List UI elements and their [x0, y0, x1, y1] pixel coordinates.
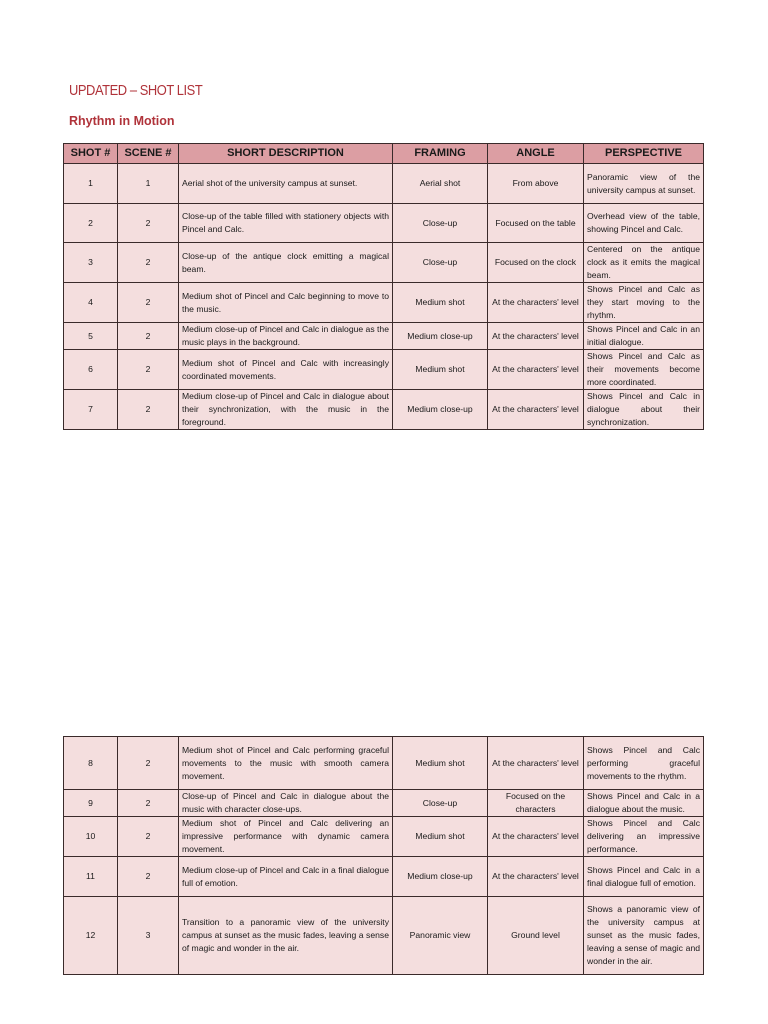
short-description-cell: Medium shot of Pincel and Calc beginning to move to the music.	[179, 283, 393, 323]
shot-number-cell: 11	[64, 857, 118, 897]
scene-number-cell: 2	[118, 857, 179, 897]
angle-cell: At the characters' level	[488, 350, 584, 390]
shot-number-cell: 7	[64, 390, 118, 430]
scene-number-cell: 2	[118, 283, 179, 323]
header-perspective: PERSPECTIVE	[584, 144, 704, 164]
table-header-row	[64, 144, 704, 164]
angle-cell: Ground level	[488, 897, 584, 975]
shot-list-table-1	[63, 143, 704, 430]
shot-number-cell: 2	[64, 204, 118, 243]
perspective-cell: Shows Pincel and Calc performing graceful movements to the rhythm.	[584, 737, 704, 790]
table-body	[64, 164, 704, 430]
scene-number-cell: 2	[118, 243, 179, 283]
shot-number-cell: 10	[64, 817, 118, 857]
scene-number-cell: 1	[118, 164, 179, 204]
angle-cell: Focused on the table	[488, 204, 584, 243]
framing-cell: Aerial shot	[393, 164, 488, 204]
short-description-cell: Medium close-up of Pincel and Calc in a final dialogue full of emotion.	[179, 857, 393, 897]
perspective-cell: Shows Pincel and Calc delivering an impressive performance.	[584, 817, 704, 857]
angle-cell: At the characters' level	[488, 323, 584, 350]
short-description-cell: Medium close-up of Pincel and Calc in dialogue as the music plays in the background.	[179, 323, 393, 350]
angle-cell: At the characters' level	[488, 817, 584, 857]
table-row	[64, 390, 704, 430]
short-description-cell: Medium close-up of Pincel and Calc in dialogue about their synchronization, with the music in the foreground.	[179, 390, 393, 430]
table-row	[64, 790, 704, 817]
short-description-cell: Medium shot of Pincel and Calc delivering an impressive performance with dynamic camera movement.	[179, 817, 393, 857]
shot-number-cell: 12	[64, 897, 118, 975]
table-body	[64, 737, 704, 975]
perspective-cell: Overhead view of the table, showing Pincel and Calc.	[584, 204, 704, 243]
shot-list-table-2	[63, 736, 704, 975]
framing-cell: Medium shot	[393, 817, 488, 857]
perspective-cell: Shows Pincel and Calc in an initial dialogue.	[584, 323, 704, 350]
framing-cell: Close-up	[393, 243, 488, 283]
perspective-cell: Shows Pincel and Calc in dialogue about their synchronization.	[584, 390, 704, 430]
perspective-cell: Shows Pincel and Calc as they start moving to the rhythm.	[584, 283, 704, 323]
scene-number-cell: 2	[118, 790, 179, 817]
table-row	[64, 737, 704, 790]
scene-number-cell: 2	[118, 204, 179, 243]
scene-number-cell: 2	[118, 737, 179, 790]
document-subtitle: Rhythm in Motion	[69, 114, 175, 128]
shot-number-cell: 1	[64, 164, 118, 204]
table-row	[64, 897, 704, 975]
scene-number-cell: 3	[118, 897, 179, 975]
perspective-cell: Panoramic view of the university campus at sunset.	[584, 164, 704, 204]
shot-number-cell: 3	[64, 243, 118, 283]
shot-number-cell: 8	[64, 737, 118, 790]
shot-number-cell: 5	[64, 323, 118, 350]
framing-cell: Panoramic view	[393, 897, 488, 975]
shot-number-cell: 4	[64, 283, 118, 323]
short-description-cell: Transition to a panoramic view of the university campus at sunset as the music fades, leaving a sense of magic and wonder in the air.	[179, 897, 393, 975]
header-shot: SHOT #	[64, 144, 118, 164]
angle-cell: At the characters' level	[488, 737, 584, 790]
perspective-cell: Shows a panoramic view of the university campus at sunset as the music fades, leaving a sense of magic and wonder in the air.	[584, 897, 704, 975]
perspective-cell: Centered on the antique clock as it emits the magical beam.	[584, 243, 704, 283]
table-row	[64, 243, 704, 283]
document-title: UPDATED – SHOT LIST	[69, 82, 203, 99]
table-row	[64, 283, 704, 323]
table-row	[64, 817, 704, 857]
scene-number-cell: 2	[118, 390, 179, 430]
angle-cell: At the characters' level	[488, 390, 584, 430]
scene-number-cell: 2	[118, 350, 179, 390]
header-angle: ANGLE	[488, 144, 584, 164]
short-description-cell: Medium shot of Pincel and Calc with increasingly coordinated movements.	[179, 350, 393, 390]
short-description-cell: Close-up of the antique clock emitting a magical beam.	[179, 243, 393, 283]
framing-cell: Medium shot	[393, 737, 488, 790]
angle-cell: At the characters' level	[488, 283, 584, 323]
perspective-cell: Shows Pincel and Calc in a final dialogue full of emotion.	[584, 857, 704, 897]
table-row	[64, 350, 704, 390]
scene-number-cell: 2	[118, 323, 179, 350]
framing-cell: Medium close-up	[393, 857, 488, 897]
angle-cell: Focused on the characters	[488, 790, 584, 817]
header-description: SHORT DESCRIPTION	[179, 144, 393, 164]
framing-cell: Medium shot	[393, 350, 488, 390]
short-description-cell: Medium shot of Pincel and Calc performing graceful movements to the music with smooth camera movement.	[179, 737, 393, 790]
framing-cell: Medium shot	[393, 283, 488, 323]
perspective-cell: Shows Pincel and Calc in a dialogue about the music.	[584, 790, 704, 817]
angle-cell: Focused on the clock	[488, 243, 584, 283]
scene-number-cell: 2	[118, 817, 179, 857]
shot-number-cell: 6	[64, 350, 118, 390]
framing-cell: Medium close-up	[393, 323, 488, 350]
short-description-cell: Close-up of the table filled with stationery objects with Pincel and Calc.	[179, 204, 393, 243]
short-description-cell: Aerial shot of the university campus at sunset.	[179, 164, 393, 204]
angle-cell: From above	[488, 164, 584, 204]
table-row	[64, 164, 704, 204]
short-description-cell: Close-up of Pincel and Calc in dialogue about the music with character close-ups.	[179, 790, 393, 817]
header-scene: SCENE #	[118, 144, 179, 164]
table-row	[64, 204, 704, 243]
perspective-cell: Shows Pincel and Calc as their movements become more coordinated.	[584, 350, 704, 390]
header-framing: FRAMING	[393, 144, 488, 164]
framing-cell: Close-up	[393, 790, 488, 817]
table-row	[64, 323, 704, 350]
framing-cell: Close-up	[393, 204, 488, 243]
angle-cell: At the characters' level	[488, 857, 584, 897]
shot-number-cell: 9	[64, 790, 118, 817]
framing-cell: Medium close-up	[393, 390, 488, 430]
table-row	[64, 857, 704, 897]
